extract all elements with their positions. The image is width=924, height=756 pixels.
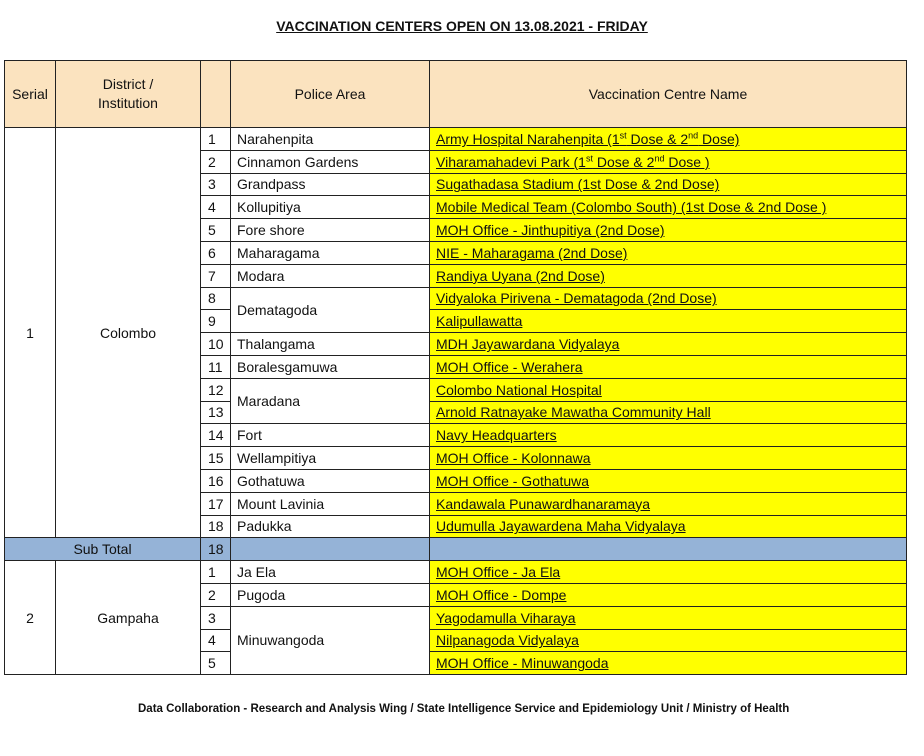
centre-cell: [430, 424, 907, 447]
row-number: 7: [201, 264, 231, 287]
centre-name: Vidyaloka Pirivena - Dematagoda (2nd Dose): [436, 290, 717, 307]
row-number: 11: [201, 355, 231, 378]
police-area-cell: Dematagoda: [231, 287, 430, 333]
row-number: 6: [201, 241, 231, 264]
police-area-cell: Gothatuwa: [231, 469, 430, 492]
row-number: 18: [201, 515, 231, 538]
row-number: 8: [201, 287, 231, 310]
row-number: 4: [201, 196, 231, 219]
centre-name: MOH Office - Werahera: [436, 358, 583, 375]
police-area-cell: Fore shore: [231, 219, 430, 242]
police-area-cell: Wellampitiya: [231, 447, 430, 470]
row-number: 12: [201, 378, 231, 401]
row-number: 13: [201, 401, 231, 424]
row-number: 5: [201, 652, 231, 675]
header-district-line1: District /: [102, 76, 154, 92]
footer-credit: Data Collaboration - Research and Analysis Wing / State Intelligence Service and Epidemiology Unit / Ministry of Health: [138, 703, 790, 715]
district-cell: Gampaha: [56, 561, 201, 675]
subtotal-empty: [430, 538, 907, 561]
row-number: 3: [201, 606, 231, 629]
police-area-cell: Mount Lavinia: [231, 492, 430, 515]
police-area-cell: Modara: [231, 264, 430, 287]
centre-name: Kandawala Punawardhanaramaya: [436, 495, 651, 512]
row-number: 14: [201, 424, 231, 447]
centre-name: MOH Office - Gothatuwa: [436, 472, 590, 489]
centre-cell: [430, 196, 907, 219]
centre-name: MOH Office - Kolonnawa: [436, 450, 591, 467]
centre-cell: [430, 219, 907, 242]
centre-cell: [430, 355, 907, 378]
police-area-cell: Padukka: [231, 515, 430, 538]
page-title: VACCINATION CENTERS OPEN ON 13.08.2021 - FRIDAY: [276, 18, 648, 34]
police-area-cell: Fort: [231, 424, 430, 447]
centre-cell: [430, 264, 907, 287]
centre-cell: [430, 310, 907, 333]
district-cell: Colombo: [56, 128, 201, 538]
subtotal-empty: [231, 538, 430, 561]
police-area-cell: Maharagama: [231, 241, 430, 264]
centre-name: Kalipullawatta: [436, 313, 523, 330]
police-area-cell: Grandpass: [231, 173, 430, 196]
centre-name: Army Hospital Narahenpita (1st Dose & 2nd Dose): [436, 130, 740, 148]
police-area-cell: Kollupitiya: [231, 196, 430, 219]
centre-name: Mobile Medical Team (Colombo South) (1st Dose & 2nd Dose ): [436, 199, 827, 216]
centre-cell: [430, 629, 907, 652]
header-district: [56, 61, 201, 128]
centre-name: Viharamahadevi Park (1st Dose & 2nd Dose ): [436, 153, 710, 171]
centre-name: Colombo National Hospital: [436, 381, 602, 398]
centre-name: MOH Office - Dompe: [436, 586, 567, 603]
centre-cell: [430, 128, 907, 151]
centre-cell: [430, 606, 907, 629]
centre-cell: [430, 333, 907, 356]
centre-name: MDH Jayawardana Vidyalaya: [436, 336, 620, 353]
row-number: 10: [201, 333, 231, 356]
centre-cell: [430, 447, 907, 470]
row-number: 1: [201, 561, 231, 584]
centre-name: Arnold Ratnayake Mawatha Community Hall: [436, 404, 711, 421]
centre-name: NIE - Maharagama (2nd Dose): [436, 244, 628, 261]
table-row: [5, 561, 907, 584]
row-number: 9: [201, 310, 231, 333]
header-district-line2: Institution: [98, 95, 158, 111]
serial-cell: 2: [5, 561, 56, 675]
centre-cell: [430, 561, 907, 584]
centre-name: Nilpanagoda Vidyalaya: [436, 632, 579, 649]
police-area-cell: Boralesgamuwa: [231, 355, 430, 378]
table-row: [5, 128, 907, 151]
centre-cell: [430, 583, 907, 606]
centre-name: MOH Office - Ja Ela: [436, 564, 561, 581]
centre-name: Randiya Uyana (2nd Dose): [436, 267, 605, 284]
row-number: 1: [201, 128, 231, 151]
centre-cell: [430, 150, 907, 173]
centre-cell: [430, 378, 907, 401]
centre-cell: [430, 401, 907, 424]
serial-cell: 1: [5, 128, 56, 538]
subtotal-row: [5, 538, 907, 561]
centre-cell: [430, 287, 907, 310]
row-number: 15: [201, 447, 231, 470]
centre-cell: [430, 515, 907, 538]
row-number: 2: [201, 583, 231, 606]
police-area-cell: Minuwangoda: [231, 606, 430, 674]
row-number: 3: [201, 173, 231, 196]
centre-name: Sugathadasa Stadium (1st Dose & 2nd Dose): [436, 176, 720, 193]
row-number: 2: [201, 150, 231, 173]
police-area-cell: Cinnamon Gardens: [231, 150, 430, 173]
vaccination-table: [4, 60, 907, 675]
header-number: [201, 61, 231, 128]
centre-cell: [430, 241, 907, 264]
police-area-cell: Ja Ela: [231, 561, 430, 584]
centre-cell: [430, 173, 907, 196]
centre-name: MOH Office - Jinthupitiya (2nd Dose): [436, 222, 665, 239]
row-number: 17: [201, 492, 231, 515]
subtotal-label: Sub Total: [5, 538, 201, 561]
table-body: [5, 128, 907, 675]
centre-name: Udumulla Jayawardena Maha Vidyalaya: [436, 518, 686, 535]
police-area-cell: Maradana: [231, 378, 430, 424]
subtotal-value: 18: [201, 538, 231, 561]
header-row: [5, 61, 907, 128]
row-number: 4: [201, 629, 231, 652]
header-serial: Serial: [5, 61, 56, 128]
police-area-cell: Pugoda: [231, 583, 430, 606]
centre-name: Yagodamulla Viharaya: [436, 609, 576, 626]
centre-cell: [430, 652, 907, 675]
header-police-area: Police Area: [231, 61, 430, 128]
centre-name: Navy Headquarters: [436, 427, 557, 444]
centre-cell: [430, 469, 907, 492]
row-number: 16: [201, 469, 231, 492]
police-area-cell: Thalangama: [231, 333, 430, 356]
centre-cell: [430, 492, 907, 515]
centre-name: MOH Office - Minuwangoda: [436, 655, 609, 672]
header-centre: Vaccination Centre Name: [430, 61, 907, 128]
police-area-cell: Narahenpita: [231, 128, 430, 151]
row-number: 5: [201, 219, 231, 242]
